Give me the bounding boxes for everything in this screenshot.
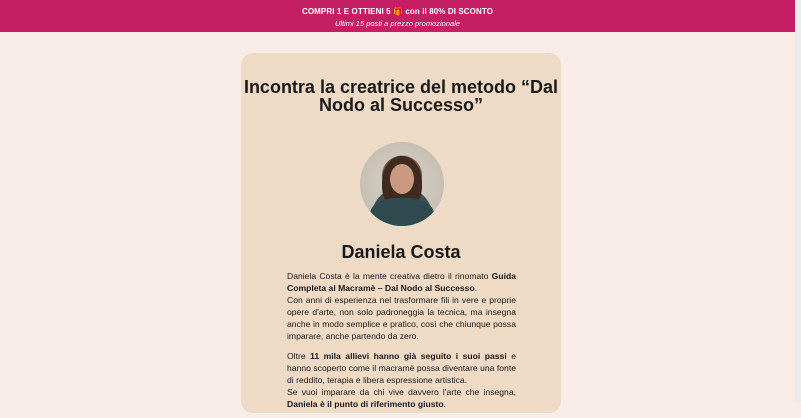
- bio-p1-text-c: .: [474, 283, 478, 293]
- promo-headline: [0, 7, 795, 16]
- bio-p2-students-highlight: 11 mila allievi hanno già seguito i suoi passi: [310, 351, 507, 361]
- bio-p2-text-a: Oltre: [287, 351, 311, 361]
- bio-paragraph-2: [287, 350, 516, 410]
- bio-p1-course-name: Guida Completa al Macramè – Dal Nodo al Successo: [287, 271, 516, 293]
- creator-bio: [287, 270, 516, 418]
- bio-p2-text-d: Se vuoi imparare da chi vive davvero l'arte che insegna,: [287, 387, 516, 397]
- bio-p2-text-c: e hanno scoperto come il macramè possa diventare una fonte di reddito, terapia e libera espressione artistica.: [287, 351, 516, 385]
- creator-name: Daniela Costa: [341, 242, 461, 262]
- promo-offer-text: COMPRI 1 E OTTIENI 5: [301, 7, 391, 16]
- creator-card: [241, 53, 561, 413]
- bio-p1-text-d: Con anni di esperienza nel trasformare fili in vere e proprie opere d'arte, non solo padroneggia la tecnica, ma insegna anche in modo semplice e pratico, così che chiunque possa imparare, anche partendo da zero.: [287, 295, 516, 341]
- card-title: Incontra la creatrice del metodo “Dal Nodo al Successo”: [243, 77, 559, 115]
- promo-subline: Ultimi 15 posti a prezzo promozionale: [334, 19, 461, 28]
- avatar-face-shape: [390, 164, 414, 194]
- bio-p2-text-f: .: [443, 399, 446, 409]
- promo-banner: [0, 0, 795, 32]
- promo-discount-text: con il 80% DI SCONTO: [405, 7, 494, 16]
- avatar: [359, 141, 445, 227]
- gift-icon: 🎁: [392, 7, 404, 16]
- scrollbar[interactable]: [795, 0, 801, 402]
- bio-p1-text-a: Daniela Costa è la mente creativa dietro il rinomato: [287, 271, 492, 281]
- bio-paragraph-1: [287, 270, 516, 342]
- bio-p2-reference-highlight: Daniela è il punto di riferimento giusto: [287, 399, 444, 409]
- avatar-body-shape: [370, 198, 434, 227]
